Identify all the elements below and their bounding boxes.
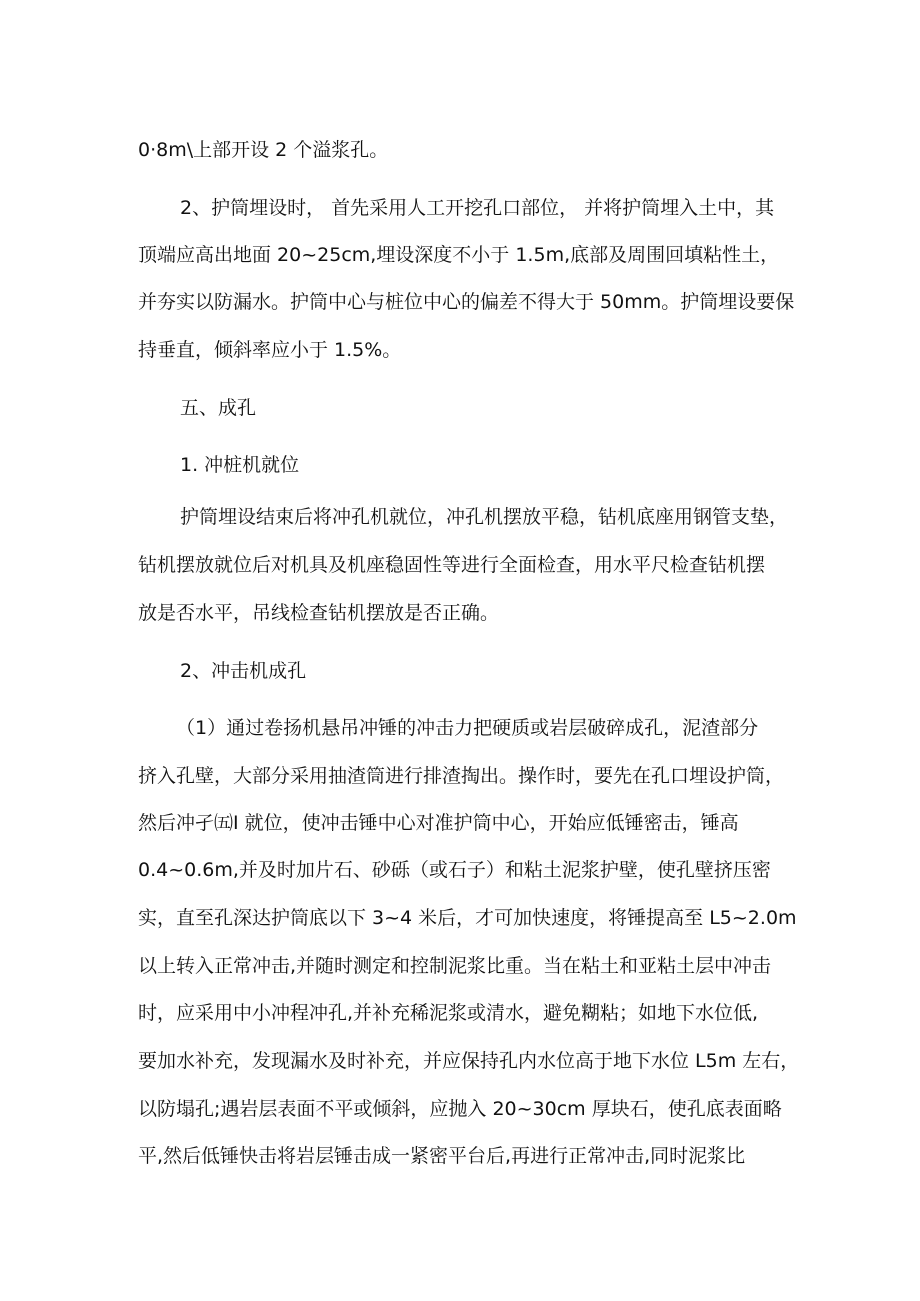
text-line: 护筒埋设结束后将冲孔机就位，冲孔机摆放平稳，钻机底座用钢管支垫， (180, 506, 789, 528)
text-line: 钻机摆放就位后对机具及机座稳固性等进行全面检查，用水平尺检查钻机摆 (138, 554, 766, 576)
text-line: 顶端应高出地面 20~25cm,埋设深度不小于 1.5m,底部及周围回填粘性土， (138, 244, 780, 266)
text-line: 并夯实以防漏水。护筒中心与桩位中心的偏差不得大于 50mm。护筒埋设要保 (138, 291, 795, 313)
text-line: 以防塌孔;遇岩层表面不平或倾斜，应抛入 20~30cm 厚块石，使孔底表面略 (138, 1098, 782, 1120)
text-line: 时，应采用中小冲程冲孔,并补充稀泥浆或清水，避免糊粘；如地下水位低, (138, 1002, 759, 1024)
text-line: 持垂直，倾斜率应小于 1.5%。 (138, 339, 402, 361)
text-line: 0.4~0.6m,并及时加片石、砂砾（或石子）和粘土泥浆护壁，使孔壁挤压密 (138, 859, 771, 881)
text-line: （1）通过卷扬机悬吊冲锤的冲击力把硬质或岩层破碎成孔，泥渣部分 (176, 717, 759, 739)
text-line: 平,然后低锤快击将岩层锤击成一紧密平台后,再进行正常冲击,同时泥浆比 (138, 1145, 746, 1167)
subsection-heading: 2、冲击机成孔 (180, 660, 307, 682)
text-line: 放是否水平，吊线检查钻机摆放是否正确。 (138, 602, 500, 624)
text-line: 2、护筒埋设时， 首先采用人工开挖孔口部位， 并将护筒埋入土中，其 (180, 197, 775, 219)
text-line: 以上转入正常冲击,并随时测定和控制泥浆比重。当在粘土和亚粘土层中冲击 (138, 955, 772, 977)
text-line: 0·8m\上部开设 2 个溢浆孔。 (138, 139, 389, 161)
text-line: 然后冲孑㈤I 就位，使冲击锤中心对准护筒中心，开始应低锤密击，锤高 (138, 812, 739, 834)
text-line: 要加水补充，发现漏水及时补充，并应保持孔内水位高于地下水位 L5m 左右， (138, 1050, 800, 1072)
section-heading: 五、成孔 (180, 397, 257, 419)
text-line: 实，直至孔深达护筒底以下 3~4 米后，才可加快速度，将锤提高至 L5~2.0m (138, 907, 797, 929)
subsection-heading: 1. 冲桩机就位 (180, 454, 300, 476)
text-line: 挤入孔壁，大部分采用抽渣筒进行排渣掏出。操作时，要先在孔口埋设护筒， (138, 765, 785, 787)
